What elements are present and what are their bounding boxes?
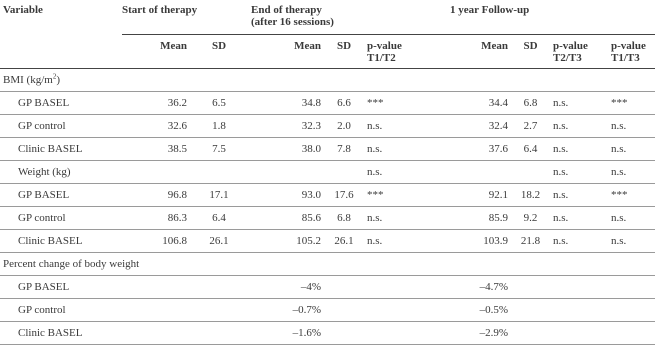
cell-mean-t2: 85.6: [251, 207, 321, 230]
cell-p-t1t2: n.s.: [367, 161, 450, 184]
cell-p-t2t3: n.s.: [553, 115, 611, 138]
cell-mean-t3: 34.4: [450, 92, 508, 115]
cell-sd-t2: 6.8: [321, 207, 367, 230]
cell-mean-t2: –0.7%: [251, 299, 321, 322]
empty-header: [0, 35, 122, 69]
cell-p-t1t2: n.s.: [367, 207, 450, 230]
cell-sd-t3: 21.8: [508, 230, 553, 253]
header-row-columns: [0, 35, 655, 69]
cell-sd-t3: 6.8: [508, 92, 553, 115]
cell-sd-t2: 17.6: [321, 184, 367, 207]
cell-mean-t3: 37.6: [450, 138, 508, 161]
end-of-therapy-header: [251, 0, 450, 35]
cell-p-t1t2: n.s.: [367, 138, 450, 161]
cell-mean-t3: 32.4: [450, 115, 508, 138]
row-label: Clinic BASEL: [0, 322, 122, 345]
cell-mean-t3: –2.9%: [450, 322, 508, 345]
table-row: [0, 184, 655, 207]
cell-mean-t1: 38.5: [122, 138, 187, 161]
cell-sd-t1: 1.8: [187, 115, 251, 138]
cell-mean-t2: 105.2: [251, 230, 321, 253]
cell-sd-t3: 2.7: [508, 115, 553, 138]
pvalue-t1t3-header: p-value T1/T3: [611, 40, 646, 64]
cell-mean-t3: –0.5%: [450, 299, 508, 322]
table-row: [0, 322, 655, 345]
cell-p-t1t3: n.s.: [611, 115, 655, 138]
section-row-bmi: [0, 69, 655, 92]
cell-mean-t3: 92.1: [450, 184, 508, 207]
cell-p-t1t3: n.s.: [611, 207, 655, 230]
mean-header-t1: Mean: [160, 40, 187, 52]
sd-header-t3: SD: [523, 40, 538, 52]
cell-mean-t2: 93.0: [251, 184, 321, 207]
cell-p-t1t2: ***: [367, 92, 450, 115]
table-row: [0, 92, 655, 115]
start-of-therapy-header: Start of therapy: [122, 0, 251, 35]
row-label: GP control: [0, 299, 122, 322]
variable-header: Variable: [3, 4, 43, 16]
sd-header-t1: SD: [211, 40, 227, 52]
cell-sd-t1: 7.5: [187, 138, 251, 161]
cell-mean-t2: –4%: [251, 276, 321, 299]
cell-sd-t2: 7.8: [321, 138, 367, 161]
row-label: GP control: [0, 115, 122, 138]
table-row: [0, 276, 655, 299]
cell-sd-t3: 9.2: [508, 207, 553, 230]
cell-p-t1t3: n.s.: [611, 230, 655, 253]
row-label: GP control: [0, 207, 122, 230]
cell-p-t1t3: n.s.: [611, 138, 655, 161]
cell-mean-t1: 106.8: [122, 230, 187, 253]
cell-mean-t2: –1.6%: [251, 322, 321, 345]
mean-header-t2: Mean: [294, 40, 321, 52]
cell-mean-t3: –4.7%: [450, 276, 508, 299]
section-row-percent: [0, 253, 655, 276]
end-of-therapy-line1: End of therapy: [251, 4, 322, 16]
table-row: [0, 299, 655, 322]
cell-sd-t2: 2.0: [321, 115, 367, 138]
section-label-weight: Weight (kg): [0, 161, 122, 184]
cell-mean-t1: 32.6: [122, 115, 187, 138]
cell-sd-t3: 6.4: [508, 138, 553, 161]
cell-p-t1t3: ***: [611, 92, 655, 115]
cell-p-t1t2: n.s.: [367, 115, 450, 138]
row-label: GP BASEL: [0, 276, 122, 299]
row-label: GP BASEL: [0, 184, 122, 207]
cell-p-t2t3: n.s.: [553, 230, 611, 253]
section-label-bmi: BMI $(kg/m^2)$: [0, 69, 655, 92]
cell-mean-t2: 32.3: [251, 115, 321, 138]
cell-mean-t1: 36.2: [122, 92, 187, 115]
cell-mean-t1: 86.3: [122, 207, 187, 230]
table-row: [0, 138, 655, 161]
cell-p-t1t3: ***: [611, 184, 655, 207]
table-row: [0, 115, 655, 138]
cell-sd-t1: 17.1: [187, 184, 251, 207]
cell-p-t2t3: n.s.: [553, 184, 611, 207]
follow-up-header: 1 year Follow-up: [450, 0, 655, 35]
cell-p-t1t3: n.s.: [611, 161, 655, 184]
end-of-therapy-line2: (after 16 sessions): [251, 16, 334, 28]
cell-p-t2t3: n.s.: [553, 207, 611, 230]
cell-sd-t2: 26.1: [321, 230, 367, 253]
row-label: Clinic BASEL: [0, 230, 122, 253]
cell-p-t1t2: n.s.: [367, 230, 450, 253]
cell-sd-t2: 6.6: [321, 92, 367, 115]
pvalue-t2t3-header: p-value T2/T3: [553, 40, 588, 64]
header-row-groups: [0, 0, 655, 35]
cell-p-t1t2: ***: [367, 184, 450, 207]
cell-p-t2t3: n.s.: [553, 92, 611, 115]
cell-p-t2t3: n.s.: [553, 138, 611, 161]
section-label-percent: Percent change of body weight: [0, 253, 655, 276]
cell-mean-t3: 85.9: [450, 207, 508, 230]
cell-mean-t2: 34.8: [251, 92, 321, 115]
cell-sd-t1: 6.4: [187, 207, 251, 230]
row-label: Clinic BASEL: [0, 138, 122, 161]
mean-header-t3: Mean: [481, 40, 509, 52]
cell-p-t2t3: n.s.: [553, 161, 611, 184]
cell-sd-t1: 6.5: [187, 92, 251, 115]
sd-header-t2: SD: [336, 40, 352, 52]
cell-sd-t1: 26.1: [187, 230, 251, 253]
cell-sd-t3: 18.2: [508, 184, 553, 207]
row-label: GP BASEL: [0, 92, 122, 115]
table-row: [0, 230, 655, 253]
section-row-weight: [0, 161, 655, 184]
cell-mean-t1: 96.8: [122, 184, 187, 207]
pvalue-t1t2-header: p-value T1/T2: [367, 40, 402, 64]
cell-mean-t3: 103.9: [450, 230, 508, 253]
cell-mean-t2: 38.0: [251, 138, 321, 161]
table-row: [0, 207, 655, 230]
